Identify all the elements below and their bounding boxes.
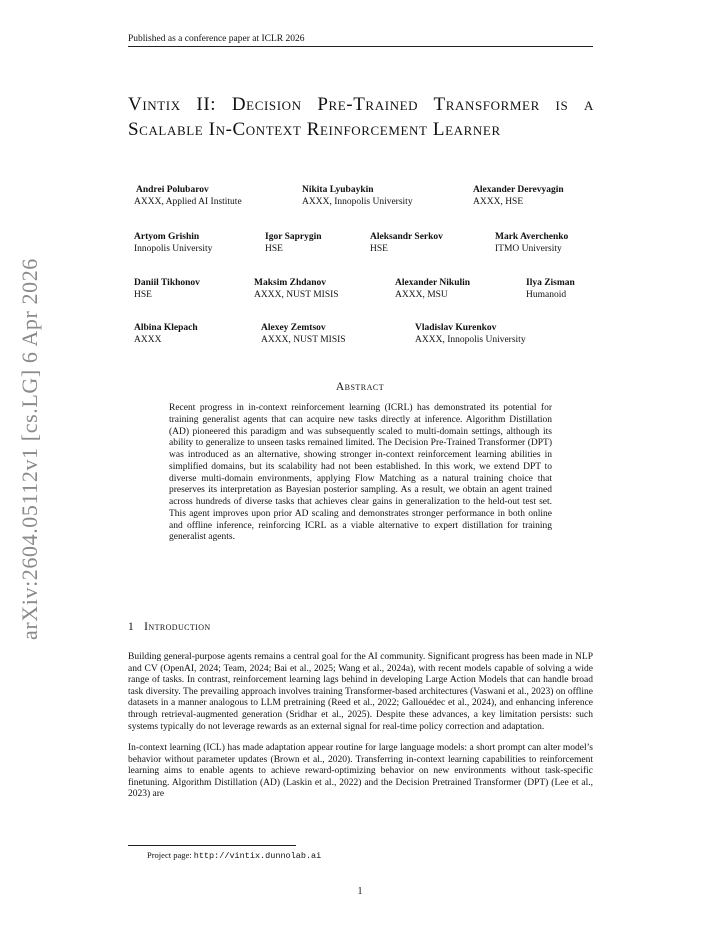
header-rule [128, 46, 593, 47]
author-affiliation: AXXX, NUST MISIS [254, 290, 339, 300]
footnote-rule [128, 845, 296, 846]
author-affiliation: AXXX, NUST MISIS [261, 335, 346, 345]
author-entry [261, 322, 346, 346]
author-affiliation: ITMO University [495, 244, 562, 254]
project-page-link[interactable]: http://vintix.dunnolab.ai [193, 851, 322, 861]
footnote [147, 850, 321, 861]
author-affiliation: AXXX, Applied AI Institute [134, 197, 242, 207]
author-affiliation: HSE [265, 244, 283, 254]
author-entry [134, 277, 200, 301]
author-name: Artyom Grishin [134, 232, 200, 242]
footnote-label: Project page: [147, 850, 192, 860]
abstract-heading: Abstract [335, 381, 385, 393]
author-name: Alexey Zemtsov [261, 323, 326, 333]
author-name: Vladislav Kurenkov [415, 323, 497, 333]
section-title: Introduction [144, 621, 211, 633]
author-affiliation: Humanoid [526, 290, 567, 300]
author-entry [134, 322, 198, 346]
author-entry [526, 277, 575, 301]
author-name: Alexander Nikulin [395, 278, 471, 288]
author-name: Albina Klepach [134, 323, 198, 333]
author-affiliation: AXXX, Innopolis University [415, 335, 526, 345]
running-header: Published as a conference paper at ICLR 2026 [128, 34, 305, 44]
author-affiliation: Innopolis University [134, 244, 213, 254]
author-name: Igor Saprygin [265, 232, 322, 242]
author-name: Ilya Zisman [526, 278, 575, 288]
author-affiliation: HSE [370, 244, 388, 254]
author-entry [254, 277, 339, 301]
author-entry [302, 184, 413, 208]
author-name: Maksim Zhdanov [254, 278, 327, 288]
author-name: Andrei Polubarov [136, 185, 209, 195]
author-affiliation: AXXX, Innopolis University [302, 197, 413, 207]
author-affiliation: HSE [134, 290, 152, 300]
page-number: 1 [357, 886, 363, 897]
author-entry [136, 184, 242, 208]
author-entry [495, 231, 568, 255]
author-entry [265, 231, 322, 255]
intro-paragraph: Building general-purpose agents remains a central goal for the AI community. Significant progress has been made in NLP and CV (OpenAI, 2024; Team, 2024; Bai et al., 2025; Wang et al., 2024a), with recent models capable of solving a wide range of tasks. In contrast, reinforcement learning lags behind in developing Large Action Models that can handle broad task diversity. The prevailing approach involves training Transformer-based architectures (Vaswani et al., 2023) on offline datasets in a manner analogous to LLM pretraining (Reed et al., 2022; Gallouédec et al., 2024), and enhancing inference through retrieval-augmented generation (Sridhar et al., 2025). Despite these advances, a key limitation persists: such systems typically do not leverage rewards as an external signal for real-time policy correction and adaptation. [128, 652, 593, 732]
author-name: Aleksandr Serkov [370, 232, 443, 242]
abstract-body: Recent progress in in-context reinforcement learning (ICRL) has demonstrated its potential for training generalist agents that can acquire new tasks directly at inference. Algorithm Distillation (AD) pioneered this paradigm and was subsequently scaled to multi-domain settings, although its ability to generalize to unseen tasks remained limited. The Decision Pre-Trained Transformer (DPT) was introduced as an alternative, showing stronger in-context reinforcement learning abilities in simplified domains, but its scalability had not been established. In this work, we extend DPT to diverse multi-domain environments, applying Flow Matching as a natural training choice that preserves its interpretation as Bayesian posterior sampling. As a result, we obtain an agent trained across hundreds of diverse tasks that achieves clear gains in generalization to the held-out test set. This agent improves upon prior AD scaling and demonstrates stronger performance in both online and offline inference, reinforcing ICRL as a viable alternative to expert distillation for training generalist agents. [169, 403, 552, 543]
author-entry [473, 184, 564, 208]
author-entry [395, 277, 470, 301]
author-name: Mark Averchenko [495, 232, 569, 242]
author-affiliation: AXXX, HSE [473, 197, 524, 207]
intro-paragraph: In-context learning (ICL) has made adaptation appear routine for large language models: a short prompt can alter model’s behavior without parameter updates (Brown et al., 2020). Transferring in-context learning capabilities to reinforcement learning aims to enable agents to achieve reward-optimizing behavior on new environments without task-specific finetuning. Algorithm Distillation (AD) (Laskin et al., 2022) and the Decision Pretrained Transformer (DPT) (Lee et al., 2023) are [128, 743, 593, 800]
arxiv-stamp: arXiv:2604.05112v1 [cs.LG] 6 Apr 2026 [17, 258, 42, 640]
section-heading [128, 621, 211, 633]
paper-title: Vintix II: Decision Pre-Trained Transformer is a Scalable In-Context Reinforcement Learner [128, 94, 594, 140]
section-number: 1 [128, 621, 135, 633]
author-name: Daniil Tikhonov [134, 278, 200, 288]
author-affiliation: AXXX [134, 335, 162, 345]
author-name: Alexander Derevyagin [473, 185, 564, 195]
author-entry [134, 231, 212, 255]
author-name: Nikita Lyubaykin [302, 185, 374, 195]
author-entry [370, 231, 443, 255]
author-entry [415, 322, 526, 346]
author-affiliation: AXXX, MSU [395, 290, 448, 300]
